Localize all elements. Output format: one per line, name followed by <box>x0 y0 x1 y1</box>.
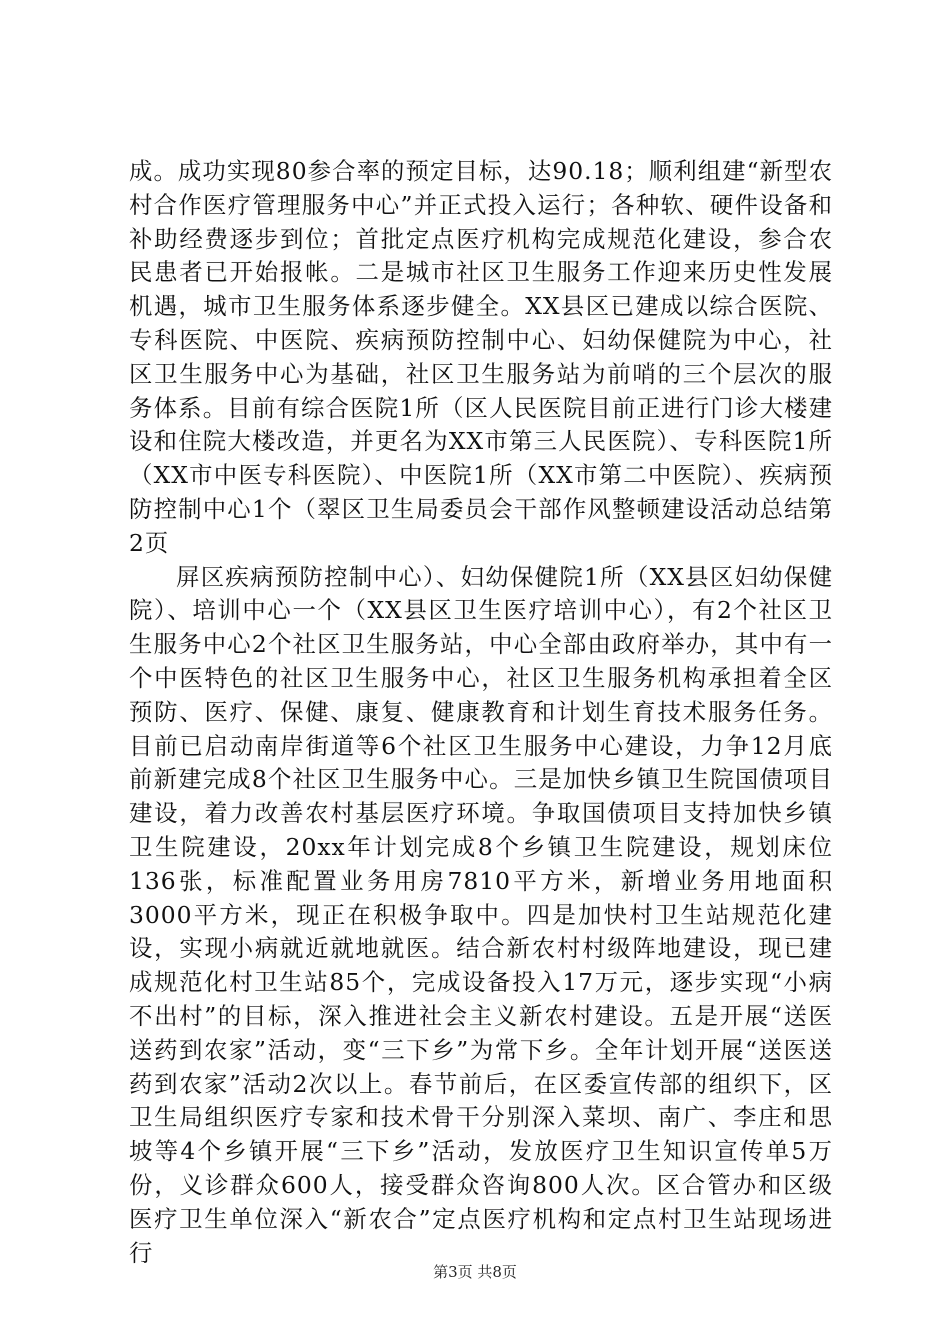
page-number-footer: 第3页 共8页 <box>433 1263 517 1281</box>
paragraph-2: 屏区疾病预防控制中心）、妇幼保健院1所（XX县区妇幼保健院）、培训中心一个（XX县区卫生医疗培训中心），有2个社区卫生服务中心2个社区卫生服务站，中心全部由政府举办，其中有一个中医特色的社区卫生服务中心，社区卫生服务机构承担着全区预防、医疗、保健、康复、健康教育和计划生育技术服务任务。目前已启动南岸街道等6个社区卫生服务中心建设，力争12月底前新建完成8个社区卫生服务中心。三是加快乡镇卫生院国债项目建设，着力改善农村基层医疗环境。争取国债项目支持加快乡镇卫生院建设，20xx年计划完成8个乡镇卫生院建设，规划床位136张，标准配置业务用房7810平方米，新增业务用地面积3000平方米，现正在积极争取中。四是加快村卫生站规范化建设，实现小病就近就地就医。结合新农村村级阵地建设，现已建成规范化村卫生站85个，完成设备投入17万元，逐步实现“小病不出村”的目标，深入推进社会主义新农村建设。五是开展“送医送药到农家”活动，变“三下乡”为常下乡。全年计划开展“送医送药到农家”活动2次以上。春节前后，在区委宣传部的组织下，区卫生局组织医疗专家和技术骨干分别深入菜坝、南广、李庄和思坡等4个乡镇开展“三下乡”活动，发放医疗卫生知识宣传单5万份，义诊群众600人，接受群众咨询800人次。区合管办和区级医疗卫生单位深入“新农合”定点医疗机构和定点村卫生站现场进行 <box>129 562 833 1267</box>
paragraph-1: 成。成功实现80参合率的预定目标，达90.18；顺利组建“新型农村合作医疗管理服务中心”并正式投入运行；各种软、硬件设备和补助经费逐步到位；首批定点医疗机构完成规范化建设，参合农民患者已开始报帐。二是城市社区卫生服务工作迎来历史性发展机遇，城市卫生服务体系逐步健全。XX县区已建成以综合医院、专科医院、中医院、疾病预防控制中心、妇幼保健院为中心，社区卫生服务中心为基础，社区卫生服务站为前哨的三个层次的服务体系。目前有综合医院1所（区人民医院目前正进行门诊大楼建设和住院大楼改造，并更名为XX市第三人民医院）、专科医院1所（XX市中医专科医院）、中医院1所（XX市第二中医院）、疾病预防控制中心1个（翠区卫生局委员会干部作风整顿建设活动总结第2页 <box>129 157 833 557</box>
document-body <box>129 155 833 1270</box>
